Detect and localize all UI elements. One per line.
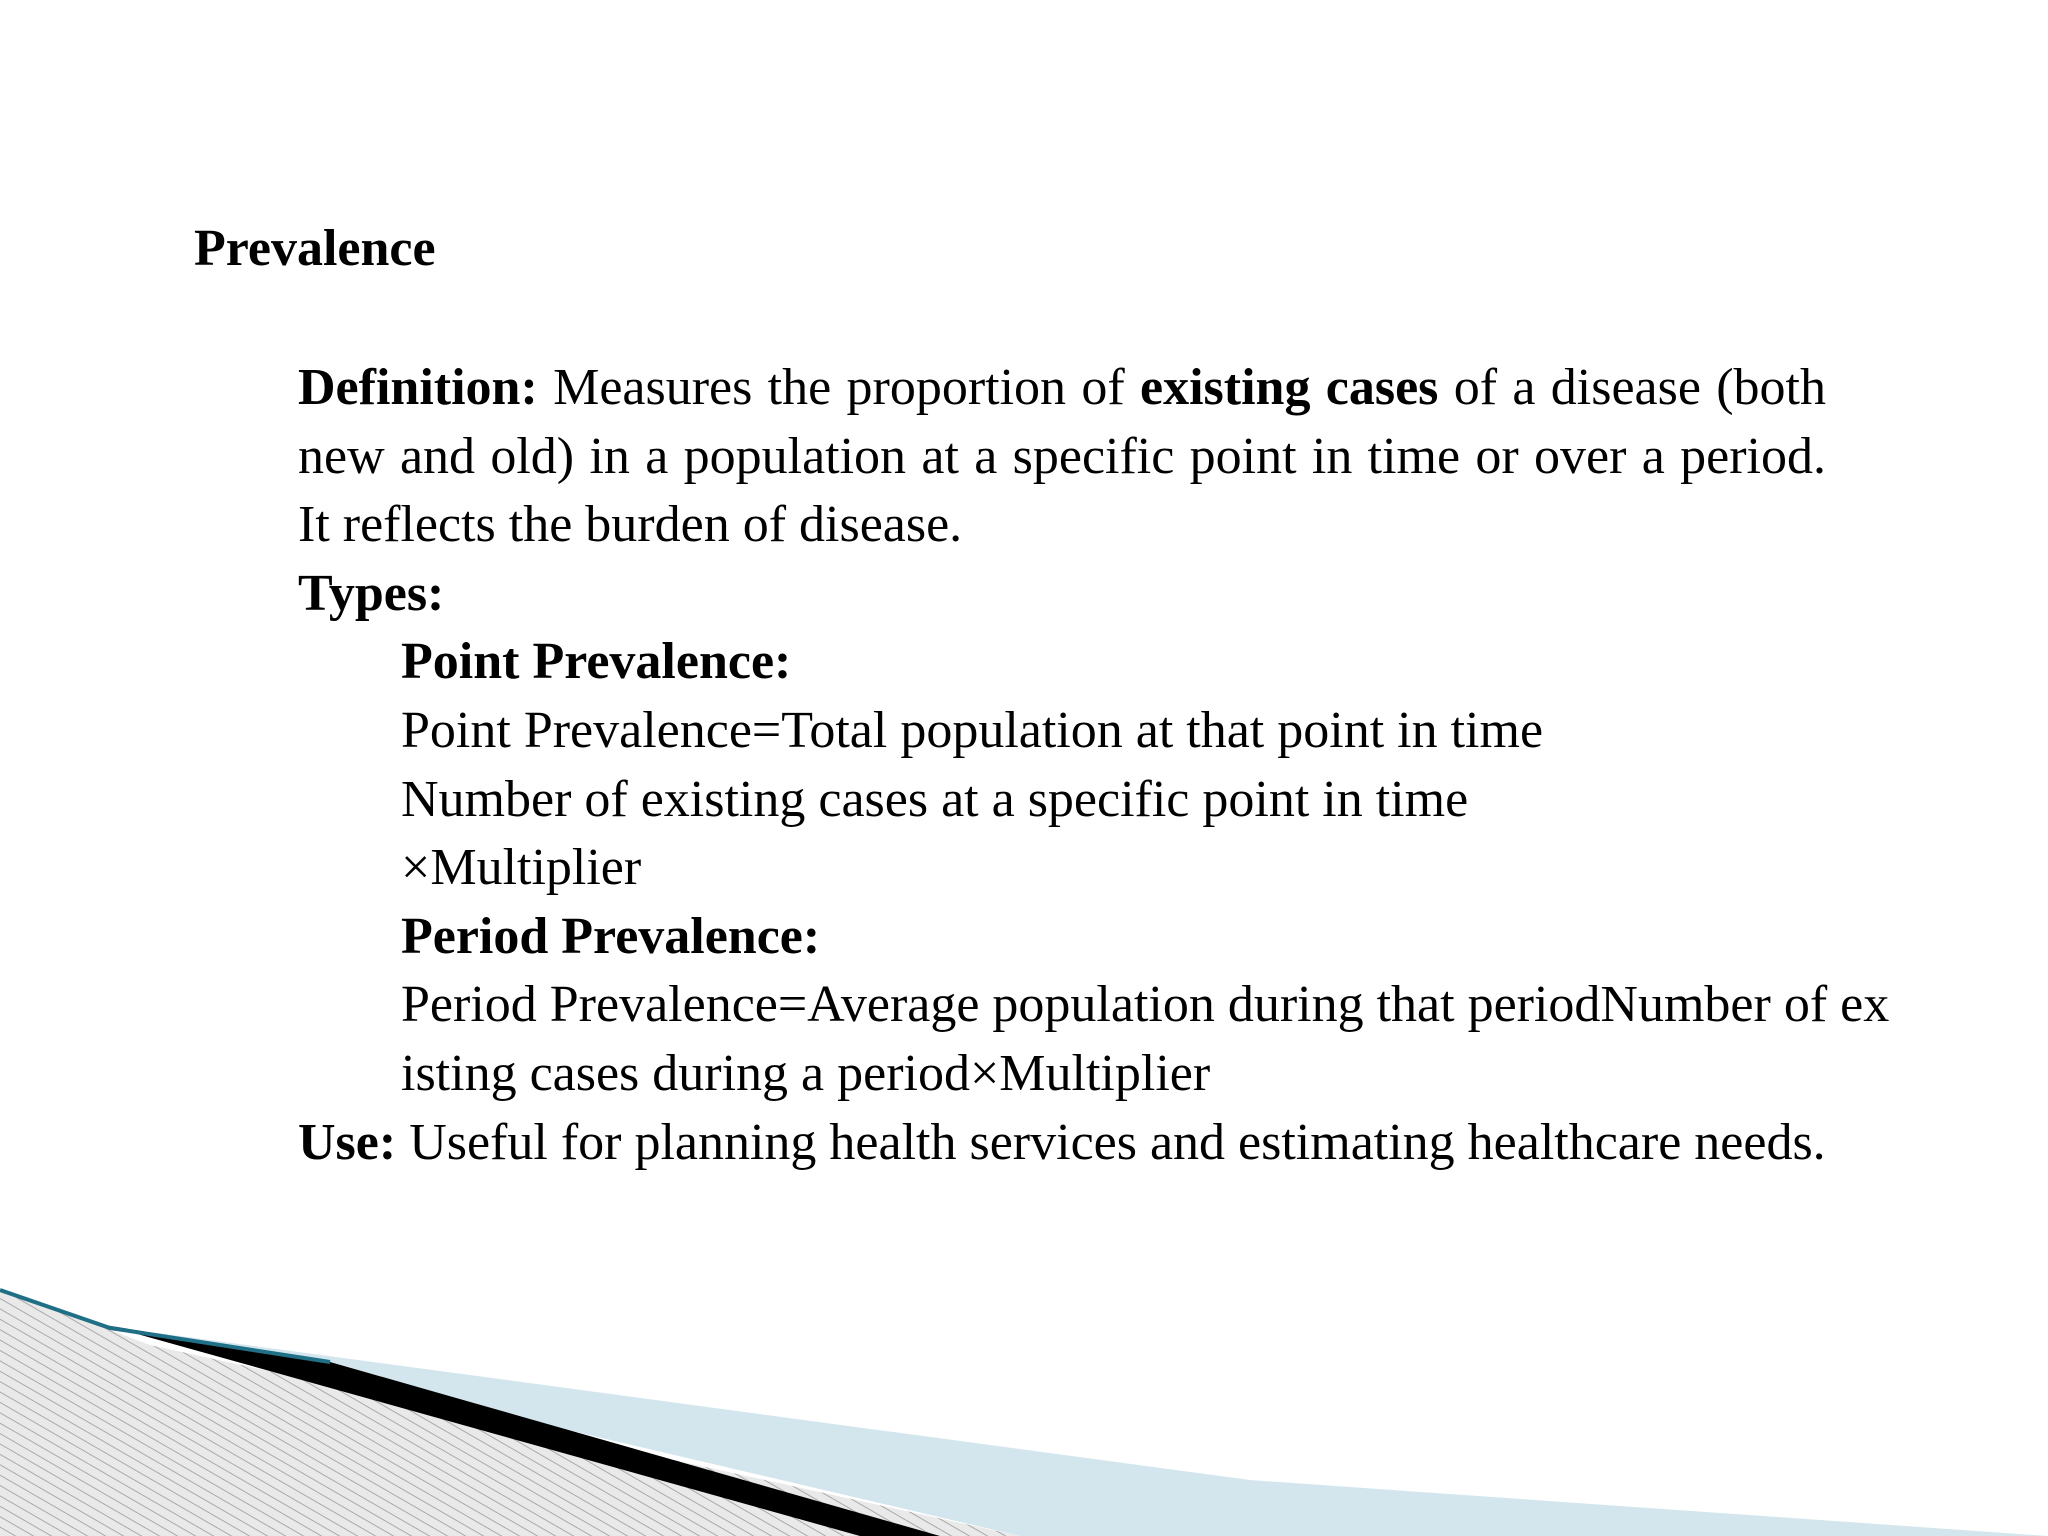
use-label: Use: (298, 1113, 397, 1171)
period-prevalence-formula: Period Prevalence=Average population during that periodNumber of existing cases during a period×Multiplier (401, 976, 1890, 1102)
point-prevalence-heading: Point Prevalence: (401, 633, 792, 691)
slide-title: Prevalence (194, 220, 436, 277)
point-prevalence-line-1: Point Prevalence=Total population at that point in time (401, 701, 1544, 759)
definition-paragraph (298, 354, 1826, 560)
definition-emphasis: existing cases (1140, 359, 1439, 416)
use-paragraph (298, 1109, 1826, 1178)
definition-label: Definition: (298, 359, 538, 416)
period-prevalence-heading: Period Prevalence: (401, 907, 821, 965)
use-text: Useful for planning health services and estimating healthcare needs. (396, 1113, 1826, 1171)
hatched-area (0, 1290, 1020, 1536)
slide-body (298, 354, 1890, 1177)
light-blue-band (150, 1332, 2048, 1536)
types-label: Types: (298, 564, 445, 622)
definition-text-before: Measures the proportion of (537, 359, 1140, 416)
period-prevalence-section (298, 903, 1901, 1109)
teal-line (0, 1290, 330, 1362)
point-prevalence-section (298, 628, 1826, 902)
point-prevalence-line-3: ×Multiplier (401, 839, 642, 897)
dark-band (105, 1325, 940, 1536)
definition-text-after: of a disease (both new and old) in a population at a specific point in time or over a period. It reflects the burden of disease. (298, 359, 1826, 554)
point-prevalence-line-2: Number of existing cases at a specific point in time (401, 770, 1469, 828)
